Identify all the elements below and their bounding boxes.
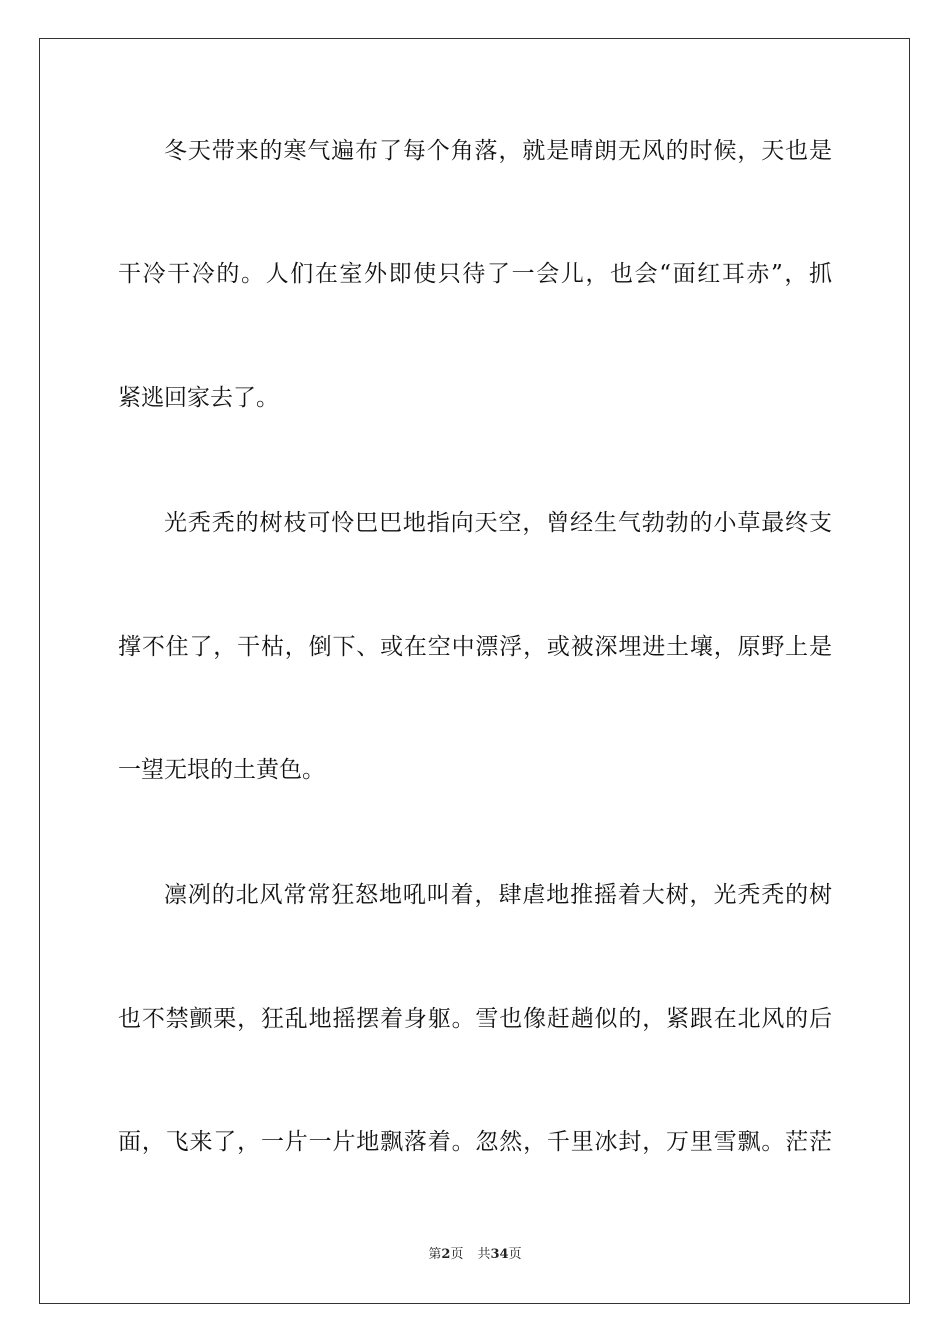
paragraph-2-line-3: 一望无垠的土黄色。 [118,757,325,783]
paragraph-1-line-3: 紧逃回家去了。 [118,385,279,411]
footer-total-suffix: 页 [508,1247,522,1262]
paragraph-1-line-2: 干冷干冷的。人们在室外即使只待了一会儿，也会“面红耳赤”，抓 [118,261,832,287]
paragraph-3-line-2: 也不禁颤栗，狂乱地摇摆着身躯。雪也像赶趟似的，紧跟在北风的后 [118,1006,832,1032]
paragraph-3-line-1: 凛冽的北风常常狂怒地吼叫着，肆虐地推摇着大树，光秃秃的树 [164,882,832,908]
paragraph-1-line-1: 冬天带来的寒气遍布了每个角落，就是晴朗无风的时候，天也是 [164,138,832,164]
footer-page-prefix: 第 [428,1247,442,1262]
paragraph-2-line-1: 光秃秃的树枝可怜巴巴地指向天空，曾经生气勃勃的小草最终支 [164,510,832,536]
footer-total-pages: 34 [490,1247,509,1262]
paragraph-2-line-2: 撑不住了，干枯，倒下、或在空中漂浮，或被深埋进土壤，原野上是 [118,634,832,660]
footer-total-prefix: 共 [477,1247,491,1262]
paragraph-3-line-3: 面，飞来了，一片一片地飘落着。忽然，千里冰封，万里雪飘。茫茫 [118,1129,832,1155]
page-footer [0,1246,950,1264]
footer-page-suffix: 页 [450,1247,464,1262]
page-border [39,38,910,1304]
footer-page-number: 2 [441,1247,451,1262]
